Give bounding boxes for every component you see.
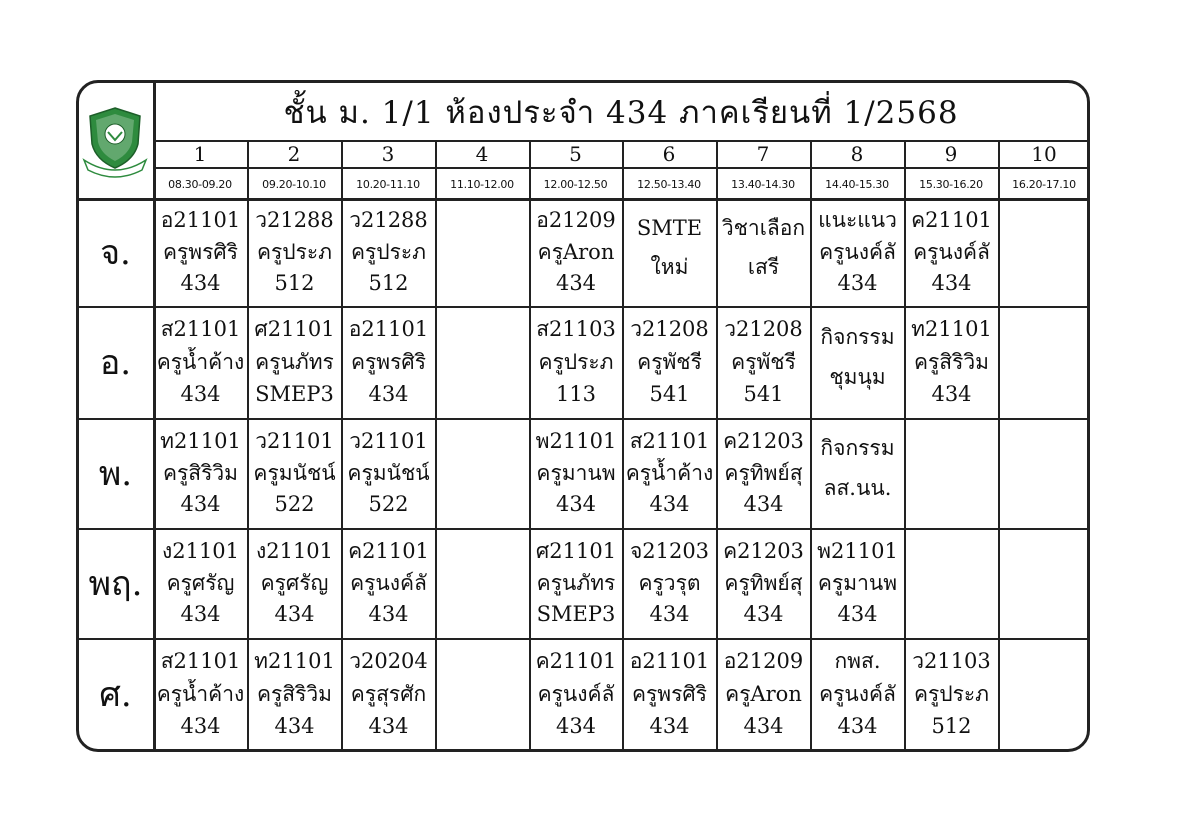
timetable-cell — [906, 308, 997, 417]
room-number: 434 — [837, 270, 878, 295]
subject-code: อ21209 — [536, 208, 616, 233]
subject-code: วิชาเลือก — [721, 215, 806, 240]
day-label: พฤ. — [88, 564, 143, 604]
period-time: 11.10-12.00 — [450, 177, 514, 191]
room-number: 434 — [649, 492, 690, 517]
room-number: 434 — [837, 713, 878, 738]
teacher-name: ครูมนัชน์ — [347, 460, 430, 485]
subject-code: ศ21101 — [535, 538, 617, 563]
room-number: 434 — [555, 713, 597, 738]
timetable-cell — [437, 420, 528, 527]
subject-code: ส21101 — [629, 428, 710, 453]
room-number: 512 — [931, 713, 972, 738]
timetable-cell — [249, 200, 340, 305]
period-number: 1 — [193, 142, 207, 166]
period-number: 6 — [662, 142, 676, 166]
teacher-name: ครูสิริวิม — [162, 460, 239, 485]
room-number: SMEP3 — [255, 381, 334, 406]
subject-code: ว21101 — [255, 428, 334, 453]
timetable-cell — [343, 420, 434, 527]
teacher-name: ครูประภ — [538, 349, 614, 374]
timetable-cell — [249, 420, 340, 527]
teacher-name: ครูAron — [725, 681, 802, 706]
day-label: พ. — [98, 454, 133, 494]
teacher-name: ครูพรศิริ — [162, 239, 239, 264]
teacher-name: ครูศรัญ — [260, 570, 329, 595]
timetable-cell — [249, 530, 340, 637]
room-number: 522 — [368, 492, 409, 517]
subject-code: อ21101 — [348, 317, 429, 342]
room-number: 434 — [368, 602, 409, 627]
timetable-cell — [624, 200, 715, 305]
room-number: 434 — [743, 492, 784, 517]
teacher-name: ครูทิพย์สุ — [724, 570, 803, 595]
teacher-name: ครูมานพ — [536, 460, 616, 485]
teacher-name: ครูมนัชน์ — [253, 460, 336, 485]
timetable-cell — [531, 640, 621, 749]
timetable-cell — [531, 308, 621, 417]
timetable-cell — [343, 308, 434, 417]
period-number: 5 — [569, 142, 582, 166]
timetable-cell — [718, 200, 809, 305]
room-number: 434 — [368, 381, 409, 406]
room-number: 434 — [649, 602, 690, 627]
room-number: 434 — [180, 492, 221, 517]
teacher-name: ครูประภ — [913, 681, 990, 706]
subject-code: กิจกรรม — [820, 436, 895, 461]
room-number: 541 — [743, 381, 784, 406]
subject-code: ค21101 — [535, 649, 617, 674]
teacher-name: ครูพัชรี — [731, 349, 796, 374]
teacher-name: ครูนงค์ลั — [350, 570, 427, 595]
timetable-cell — [437, 308, 528, 417]
teacher-name: ครูประภ — [256, 239, 333, 264]
teacher-name: ชุมนุม — [829, 364, 886, 389]
timetable-cell — [812, 530, 903, 637]
teacher-name: ครูนงค์ลั — [913, 239, 990, 264]
subject-code: ส21101 — [160, 649, 241, 674]
timetable-cell — [812, 200, 903, 305]
teacher-name: ครูนงค์ลั — [819, 239, 896, 264]
timetable-cell — [155, 200, 246, 305]
subject-code: ว21288 — [349, 208, 428, 233]
room-number: 541 — [649, 381, 690, 406]
subject-code: ว21288 — [255, 208, 334, 233]
room-number: 434 — [180, 713, 221, 738]
timetable-cell — [718, 640, 809, 749]
timetable-cell — [1000, 420, 1089, 527]
page-title: ชั้น ม. 1/1 ห้องประจำ 434 ภาคเรียนที่ 1/2568 — [283, 95, 959, 131]
subject-code: ง21101 — [161, 538, 240, 563]
subject-code: ง21101 — [255, 538, 334, 563]
room-number: 434 — [180, 270, 221, 295]
room-number: 113 — [555, 381, 597, 406]
subject-code: ว21101 — [349, 428, 428, 453]
teacher-name: ครูพรศิริ — [350, 349, 427, 374]
timetable-cell — [906, 420, 997, 527]
room-number: 434 — [180, 381, 221, 406]
period-time: 16.20-17.10 — [1012, 177, 1076, 191]
teacher-name: ลส.นน. — [823, 475, 892, 500]
teacher-name: ครูพรศิริ — [631, 681, 708, 706]
period-number: 8 — [850, 142, 864, 166]
timetable-cell — [718, 308, 809, 417]
teacher-name: ครูนงค์ลั — [537, 681, 615, 706]
room-number: 434 — [931, 381, 972, 406]
room-number: 434 — [274, 713, 315, 738]
room-number: 434 — [274, 602, 315, 627]
subject-code: อ21101 — [160, 208, 241, 233]
room-number: SMEP3 — [536, 602, 616, 627]
room-number: 434 — [368, 713, 409, 738]
school-crest-icon — [80, 104, 150, 178]
subject-code: ศ21101 — [254, 317, 335, 342]
room-number: 434 — [837, 602, 878, 627]
period-number: 2 — [287, 142, 301, 166]
room-number: 434 — [931, 270, 972, 295]
subject-code: จ21203 — [629, 538, 710, 563]
room-number: 434 — [555, 270, 597, 295]
timetable-cell — [155, 640, 246, 749]
teacher-name: เสรี — [747, 254, 780, 279]
timetable-cell — [343, 640, 434, 749]
room-number: 512 — [368, 270, 409, 295]
teacher-name: ครูทิพย์สุ — [724, 460, 803, 485]
timetable-cell — [155, 420, 246, 527]
timetable-cell — [718, 530, 809, 637]
grid-hline — [153, 167, 1088, 169]
timetable-cell — [343, 530, 434, 637]
teacher-name: ครูศรัญ — [166, 570, 235, 595]
timetable-cell — [906, 640, 997, 749]
period-time: 10.20-11.10 — [356, 177, 420, 191]
subject-code: SMTE — [636, 215, 703, 240]
period-number: 7 — [756, 142, 770, 166]
room-number: 434 — [180, 602, 221, 627]
subject-code: ว20204 — [349, 649, 428, 674]
timetable-cell — [437, 530, 528, 637]
timetable-cell — [812, 420, 903, 527]
teacher-name: ครูนงค์ลั — [819, 681, 896, 706]
timetable-cell — [155, 530, 246, 637]
teacher-name: ครูสิริวิม — [256, 681, 333, 706]
timetable-cell — [624, 640, 715, 749]
period-time: 13.40-14.30 — [731, 177, 795, 191]
room-number: 434 — [743, 602, 784, 627]
subject-code: ส21101 — [160, 317, 241, 342]
period-number: 3 — [381, 142, 395, 166]
subject-code: ท21101 — [160, 428, 241, 453]
timetable-cell — [718, 420, 809, 527]
period-time: 12.50-13.40 — [637, 177, 701, 191]
subject-code: ว21208 — [630, 317, 709, 342]
subject-code: แนะแนว — [818, 208, 897, 233]
teacher-name: ครูน้ำค้าง — [156, 681, 245, 706]
timetable-cell — [906, 530, 997, 637]
period-time: 15.30-16.20 — [919, 177, 983, 191]
teacher-name: ครูประภ — [350, 239, 427, 264]
subject-code: พ21101 — [535, 428, 617, 453]
teacher-name: ครูสุรศัก — [350, 681, 427, 706]
period-number: 4 — [475, 142, 489, 166]
teacher-name: ครูน้ำค้าง — [625, 460, 714, 485]
subject-code: อ21209 — [723, 649, 804, 674]
timetable-cell — [437, 200, 528, 305]
period-number: 10 — [1031, 142, 1057, 166]
subject-code: ส21103 — [536, 317, 616, 342]
period-time: 12.00-12.50 — [543, 177, 608, 191]
room-number: 434 — [743, 713, 784, 738]
day-label: ศ. — [99, 675, 132, 715]
subject-code: ว21103 — [912, 649, 991, 674]
timetable-cell — [906, 200, 997, 305]
subject-code: กิจกรรม — [820, 324, 895, 349]
teacher-name: ครูนภัทร — [255, 349, 334, 374]
subject-code: ค21203 — [723, 428, 804, 453]
timetable-cell — [1000, 200, 1089, 305]
teacher-name: ครูสิริวิม — [913, 349, 990, 374]
timetable-cell — [812, 308, 903, 417]
subject-code: ค21101 — [348, 538, 429, 563]
subject-code: ท21101 — [911, 317, 992, 342]
room-number: 512 — [274, 270, 315, 295]
timetable-cell — [1000, 530, 1089, 637]
timetable-cell — [343, 200, 434, 305]
subject-code: พ21101 — [817, 538, 898, 563]
timetable-cell — [531, 420, 621, 527]
subject-code: กพส. — [834, 649, 881, 674]
subject-code: ว21208 — [724, 317, 803, 342]
period-time: 08.30-09.20 — [168, 177, 232, 191]
subject-code: ท21101 — [254, 649, 335, 674]
timetable-cell — [1000, 308, 1089, 417]
subject-code: อ21101 — [629, 649, 710, 674]
period-time: 09.20-10.10 — [262, 177, 326, 191]
subject-code: ค21203 — [723, 538, 804, 563]
teacher-name: ครูมานพ — [817, 570, 898, 595]
teacher-name: ใหม่ — [650, 254, 689, 279]
timetable-cell — [624, 308, 715, 417]
teacher-name: ครูพัชรี — [637, 349, 702, 374]
timetable-cell — [249, 640, 340, 749]
teacher-name: ครูAron — [537, 239, 615, 264]
room-number: 434 — [649, 713, 690, 738]
timetable-cell — [249, 308, 340, 417]
day-label: จ. — [100, 233, 131, 273]
teacher-name: ครูน้ำค้าง — [156, 349, 245, 374]
period-number: 9 — [944, 142, 958, 166]
teacher-name: ครูวรุต — [638, 570, 701, 595]
timetable-cell — [624, 420, 715, 527]
timetable-cell — [531, 200, 621, 305]
timetable-cell — [812, 640, 903, 749]
timetable-cell — [531, 530, 621, 637]
subject-code: ค21101 — [911, 208, 992, 233]
room-number: 434 — [555, 492, 597, 517]
period-time: 14.40-15.30 — [825, 177, 889, 191]
day-label: อ. — [99, 343, 132, 383]
timetable-cell — [155, 308, 246, 417]
room-number: 522 — [274, 492, 315, 517]
timetable-cell — [437, 640, 528, 749]
teacher-name: ครูนภัทร — [536, 570, 616, 595]
timetable-cell — [1000, 640, 1089, 749]
timetable-cell — [624, 530, 715, 637]
